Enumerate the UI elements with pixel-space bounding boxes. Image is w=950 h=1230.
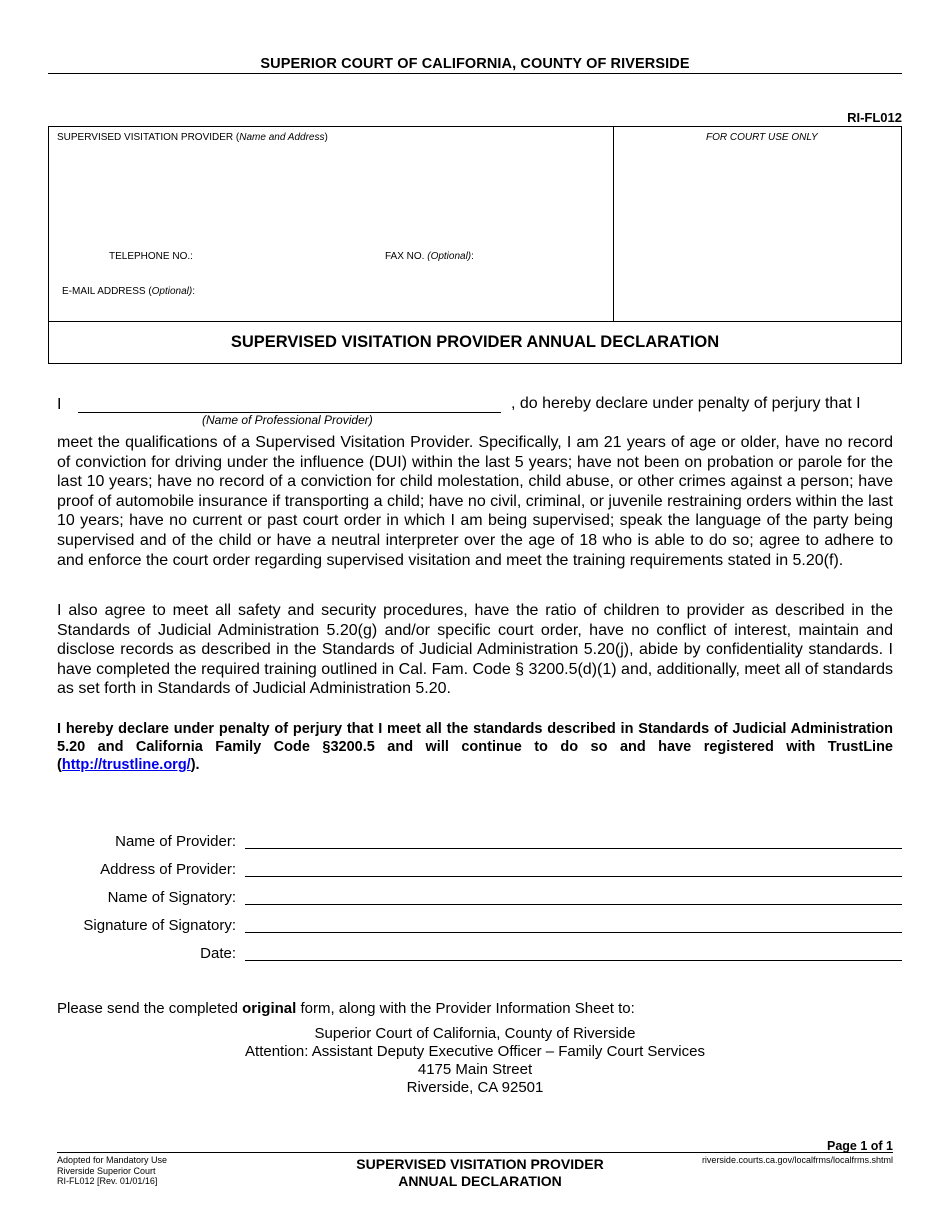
- footer-url: riverside.courts.ca.gov/localfrms/localfrms.shtml: [701, 1155, 893, 1165]
- address-of-provider-label: Address of Provider:: [100, 861, 236, 878]
- declarant-i: I: [57, 396, 62, 413]
- perjury-declaration: I hereby declare under penalty of perjury that I meet all the standards described in Standards of Judicial Administration 5.20 and California Family Code §3200.5 and will continue to do so and have registered with TrustLine (http://trustline.org/).: [57, 721, 893, 773]
- page-number: Page 1 of 1: [827, 1139, 893, 1153]
- provider-name-address-label: SUPERVISED VISITATION PROVIDER (Name and Address): [57, 132, 328, 143]
- address-of-provider-field[interactable]: [245, 876, 902, 877]
- telephone-label: TELEPHONE NO.:: [109, 251, 193, 262]
- name-of-provider-label: Name of Provider:: [115, 833, 236, 850]
- court-use-label: FOR COURT USE ONLY: [706, 132, 818, 143]
- name-of-provider-field[interactable]: [245, 848, 902, 849]
- declare-text: , do hereby declare under penalty of perjury that I: [511, 395, 861, 412]
- signature-of-signatory-field[interactable]: [245, 932, 902, 933]
- mailing-instructions: Please send the completed original form, along with the Provider Information Sheet to:: [57, 1000, 635, 1017]
- email-label: E-MAIL ADDRESS (Optional):: [62, 286, 196, 297]
- fax-label: FAX NO. (Optional):: [385, 251, 474, 262]
- footer-divider: [57, 1152, 893, 1153]
- caption-box: [48, 126, 902, 364]
- mailing-address-line-2: Attention: Assistant Deputy Executive Officer – Family Court Services: [245, 1043, 705, 1060]
- name-of-signatory-label: Name of Signatory:: [107, 889, 236, 906]
- header-divider: [48, 73, 902, 74]
- mailing-address-line-1: Superior Court of California, County of Riverside: [314, 1025, 636, 1042]
- caption-horizontal-divider: [48, 321, 902, 322]
- caption-vertical-divider: [613, 126, 614, 322]
- adoption-note: Adopted for Mandatory Use Riverside Superior Court RI-FL012 [Rev. 01/01/16]: [57, 1155, 168, 1186]
- provider-name-hint: (Name of Professional Provider): [202, 413, 373, 427]
- trustline-link[interactable]: http://trustline.org/: [61, 757, 191, 773]
- name-of-signatory-field[interactable]: [245, 904, 902, 905]
- date-label: Date:: [200, 945, 236, 962]
- standards-paragraph: I also agree to meet all safety and security procedures, have the ratio of children to provider as described in the Standards of Judicial Administration 5.20(g) and/or specific court order, have no conflict of interest, maintain and disclose records as described in the Standards of Judicial Administration 5.20(j), abide by confidentiality standards. I have completed the required training outlined in Cal. Fam. Code § 3200.5(d)(1) and, additionally, meet all of standards as set forth in Standards of Judicial Administration 5.20.: [57, 602, 893, 698]
- mailing-address-line-4: Riverside, CA 92501: [406, 1079, 544, 1096]
- form-id: RI-FL012: [847, 110, 902, 125]
- date-field[interactable]: [245, 960, 902, 961]
- court-header: SUPERIOR COURT OF CALIFORNIA, COUNTY OF RIVERSIDE: [260, 56, 690, 72]
- signature-of-signatory-label: Signature of Signatory:: [83, 917, 236, 934]
- form-title: SUPERVISED VISITATION PROVIDER ANNUAL DECLARATION: [230, 333, 720, 351]
- footer-title: SUPERVISED VISITATION PROVIDER ANNUAL DECLARATION: [356, 1156, 604, 1189]
- mailing-address-line-3: 4175 Main Street: [417, 1061, 533, 1078]
- qualifications-paragraph: meet the qualifications of a Supervised Visitation Provider. Specifically, I am 21 years of age or older, have no record of conviction for driving under the influence (DUI) within the last 5 years; have not been on probation or parole for the last 10 years; have no record of a conviction for child molestation, child abuse, or other crimes against a person; have proof of automobile insurance if transporting a child; have no civil, criminal, or juvenile restraining orders within the last 10 years; have no current or past court order in which I am being supervised; speak the language of the party being supervised and of the child or have a neutral interpreter over the age of 18 who is able to do so; agree to adhere to and enforce the court order regarding supervised visitation and meet the training requirements stated in 5.20(f).: [57, 434, 893, 569]
